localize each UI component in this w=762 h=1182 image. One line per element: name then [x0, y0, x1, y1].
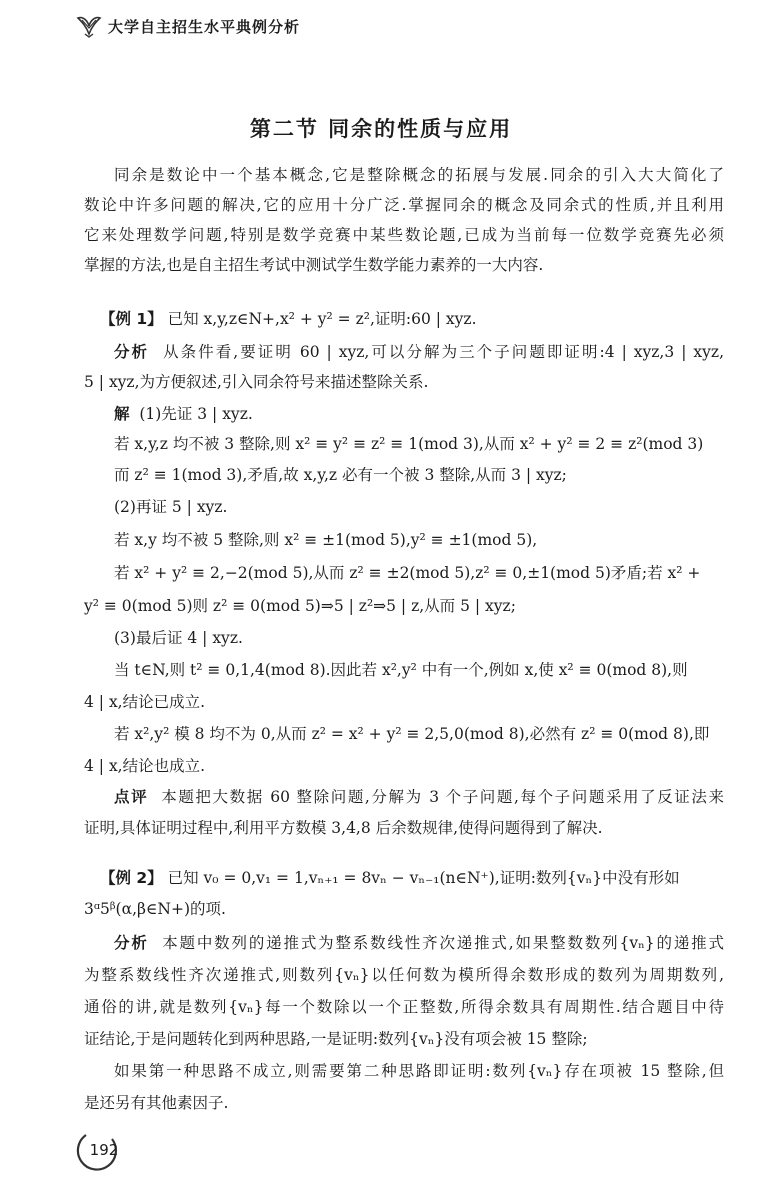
solution-line: 若 x,y,z 均不被 3 整除,则 x² ≡ y² ≡ z² ≡ 1(mod 3),从而 x² + y² ≡ 2 ≡ z²(mod 3): [114, 435, 704, 453]
example-2-statement: [100, 868, 680, 888]
analysis-line: 5 | xyz,为方便叙述,引入同余符号来描述整除关系.: [84, 373, 429, 391]
book-title: 大学自主招生水平典例分析: [108, 17, 301, 36]
solution-line: 若 x² + y² ≡ 2,−2(mod 5),从而 z² ≡ ±2(mod 5),z² ≡ 0,±1(mod 5)矛盾;若 x² +: [114, 564, 701, 582]
example-2-label: 【例 2】: [100, 869, 163, 887]
solution-line: 若 x²,y² 模 8 均不为 0,从而 z² = x² + y² ≡ 2,5,0(mod 8),必然有 z² ≡ 0(mod 8),即: [114, 725, 710, 743]
analysis-line: 通俗的讲,就是数列{vₙ}每一个数除以一个正整数,所得余数具有周期性.结合题目中待: [84, 998, 724, 1016]
example-1-text: 已知 x,y,z∈N+,x² + y² = z²,证明:60 | xyz.: [167, 310, 477, 328]
solution-label: 解: [114, 405, 130, 423]
solution-line: 解 (1)先证 3 | xyz.: [114, 405, 253, 423]
book-logo-icon: [76, 14, 102, 38]
intro-line: 掌握的方法,也是自主招生考试中测试学生数学能力素养的一大内容.: [84, 256, 544, 274]
analysis-label: 分析: [114, 934, 149, 952]
solution-line: 当 t∈N,则 t² ≡ 0,1,4(mod 8).因此若 x²,y² 中有一个,例如 x,使 x² ≡ 0(mod 8),则: [114, 661, 688, 679]
running-header: [76, 14, 300, 38]
analysis-line: 为整系数线性齐次递推式,则数列{vₙ}以任何数为模所得余数形成的数列为周期数列,: [84, 966, 724, 984]
analysis-line: 是还另有其他素因子.: [84, 1094, 229, 1112]
example-1-statement: [100, 309, 477, 329]
solution-line: 若 x,y 均不被 5 整除,则 x² ≡ ±1(mod 5),y² ≡ ±1(mod 5),: [114, 531, 538, 549]
intro-line: 数论中许多问题的解决,它的应用十分广泛.掌握同余的概念及同余式的性质,并且利用: [84, 196, 724, 214]
solution-line: 而 z² ≡ 1(mod 3),矛盾,故 x,y,z 必有一个被 3 整除,从而 3 | xyz;: [114, 466, 567, 484]
intro-line: 它来处理数学问题,特别是数学竞赛中某些数论题,已成为当前每一位数学竞赛先必须: [84, 226, 724, 244]
analysis-line: [114, 342, 724, 362]
example-1-label: 【例 1】: [100, 310, 163, 328]
analysis-text: 从条件看,要证明 60 | xyz,可以分解为三个子问题即证明:4 | xyz,3 | xyz,: [163, 343, 724, 361]
example-2-text: 已知 v₀ = 0,v₁ = 1,vₙ₊₁ = 8vₙ − vₙ₋₁(n∈N⁺),证明:数列{vₙ}中没有形如: [167, 869, 680, 887]
example-2-statement: 3ᵅ5ᵝ(α,β∈N+)的项.: [84, 900, 226, 918]
page-number: 192: [89, 1141, 119, 1159]
review-line: 点评 本题把大数据 60 整除问题,分解为 3 个子问题,每个子问题采用了反证法来: [114, 788, 724, 806]
analysis-line: 证结论,于是问题转化到两种思路,一是证明:数列{vₙ}没有项会被 15 整除;: [84, 1030, 588, 1048]
analysis-label: 分析: [114, 343, 150, 361]
review-label: 点评: [114, 788, 149, 806]
solution-line: (3)最后证 4 | xyz.: [114, 629, 243, 647]
solution-line: 4 | x,结论已成立.: [84, 693, 206, 711]
intro-line: 同余是数论中一个基本概念,它是整除概念的拓展与发展.同余的引入大大简化了: [114, 166, 724, 184]
section-title: 第二节 同余的性质与应用: [249, 117, 513, 141]
analysis-line: 分析 本题中数列的递推式为整系数线性齐次递推式,如果整数数列{vₙ}的递推式: [114, 934, 724, 952]
analysis-line: 如果第一种思路不成立,则需要第二种思路即证明:数列{vₙ}存在项被 15 整除,但: [114, 1062, 724, 1080]
review-line: 证明,具体证明过程中,利用平方数模 3,4,8 后余数规律,使得问题得到了解决.: [84, 819, 603, 837]
solution-line: y² ≡ 0(mod 5)则 z² ≡ 0(mod 5)⇒5 | z²⇒5 | z,从而 5 | xyz;: [84, 597, 516, 615]
solution-line: (2)再证 5 | xyz.: [114, 498, 228, 516]
solution-line: 4 | x,结论也成立.: [84, 757, 206, 775]
